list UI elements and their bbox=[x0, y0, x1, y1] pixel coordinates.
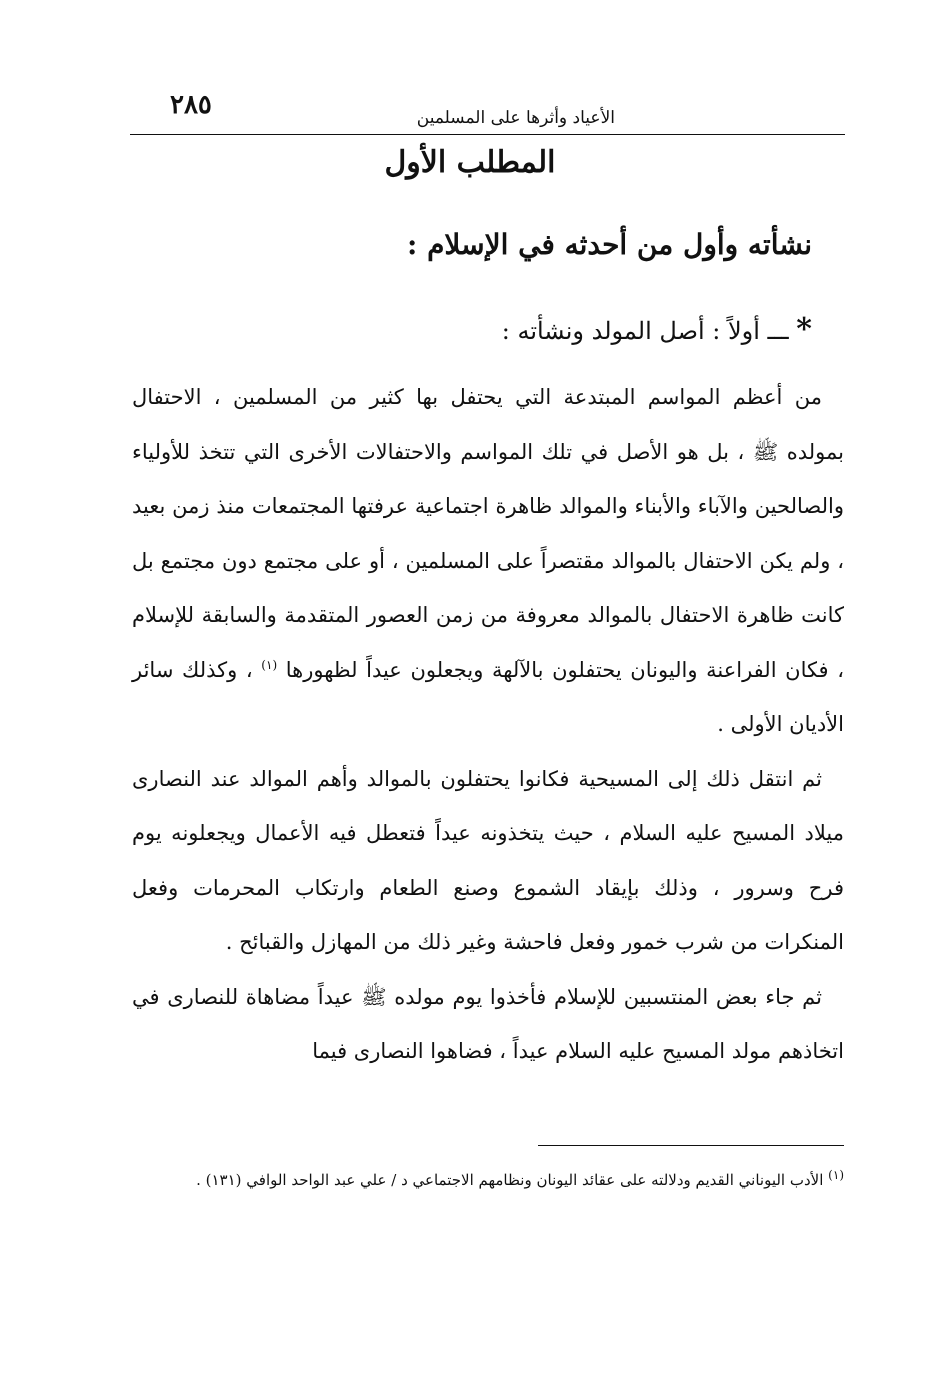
paragraph-1-continuation: ، وكذلك سائر الأديان الأولى . bbox=[132, 657, 844, 736]
page-number: ٢٨٥ bbox=[170, 90, 212, 120]
paragraph-1 bbox=[132, 370, 844, 752]
paragraph-1-text: من أعظم المواسم المبتدعة التي يحتفل بها كثير من المسلمين ، الاحتفال بمولده ﷺ ، بل هو الأصل في تلك المواسم والاحتفالات الأخرى التي تتخذ للأولياء والصالحين والآباء والأبناء والموالد ظاهرة اجتماعية عرفتها المجتمعات منذ زمن بعيد ، ولم يكن الاحتفال بالموالد مقتصراً على المسلمين ، أو على مجتمع دون مجتمع بل كانت ظاهرة الاحتفال بالموالد معروفة من زمن العصور المتقدمة والسابقة للإسلام ، فكان الفراعنة واليونان يحتفلون بالآلهة ويجعلون عيداً لظهورها bbox=[132, 385, 844, 682]
footnote-reference[interactable]: (١) bbox=[261, 657, 278, 672]
subheading: نشأته وأول من أحدثه في الإسلام : bbox=[407, 228, 812, 261]
section-title: المطلب الأول bbox=[384, 145, 556, 180]
footnote-mark: (١) bbox=[828, 1168, 844, 1182]
footnote-divider bbox=[538, 1145, 844, 1146]
point-heading-text: ـــ أولاً : أصل المولد ونشأته : bbox=[501, 317, 789, 345]
running-title: الأعياد وأثرها على المسلمين bbox=[416, 108, 615, 128]
footnote bbox=[132, 1162, 844, 1198]
paragraph-2: ثم انتقل ذلك إلى المسيحية فكانوا يحتفلون بالموالد وأهم الموالد عند النصارى ميلاد المسيح عليه السلام ، حيث يتخذونه عيداً فتعطل فيه الأعمال ويجعلونه يوم فرح وسرور ، وذلك بإيقاد الشموع وصنع الطعام وارتكاب المحرمات وفعل المنكرات من شرب خمور وفعل فاحشة وغير ذلك من المهازل والقبائح . bbox=[132, 766, 844, 954]
asterisk-marker: * bbox=[796, 312, 812, 347]
footnote-text: الأدب اليوناني القديم ودلالته على عقائد اليونان ونظامهم الاجتماعي د / علي عبد الواحد الوافي (١٣١) . bbox=[196, 1171, 824, 1189]
page-header bbox=[130, 90, 845, 136]
body-text bbox=[132, 370, 844, 1079]
header-divider bbox=[130, 134, 845, 135]
paragraph-3: ثم جاء بعض المنتسبين للإسلام فأخذوا يوم مولده ﷺ عيداً مضاهاة للنصارى في اتخاذهم مولد المسيح عليه السلام عيداً ، فضاهوا النصارى فيما bbox=[132, 984, 844, 1063]
point-heading bbox=[502, 312, 812, 347]
